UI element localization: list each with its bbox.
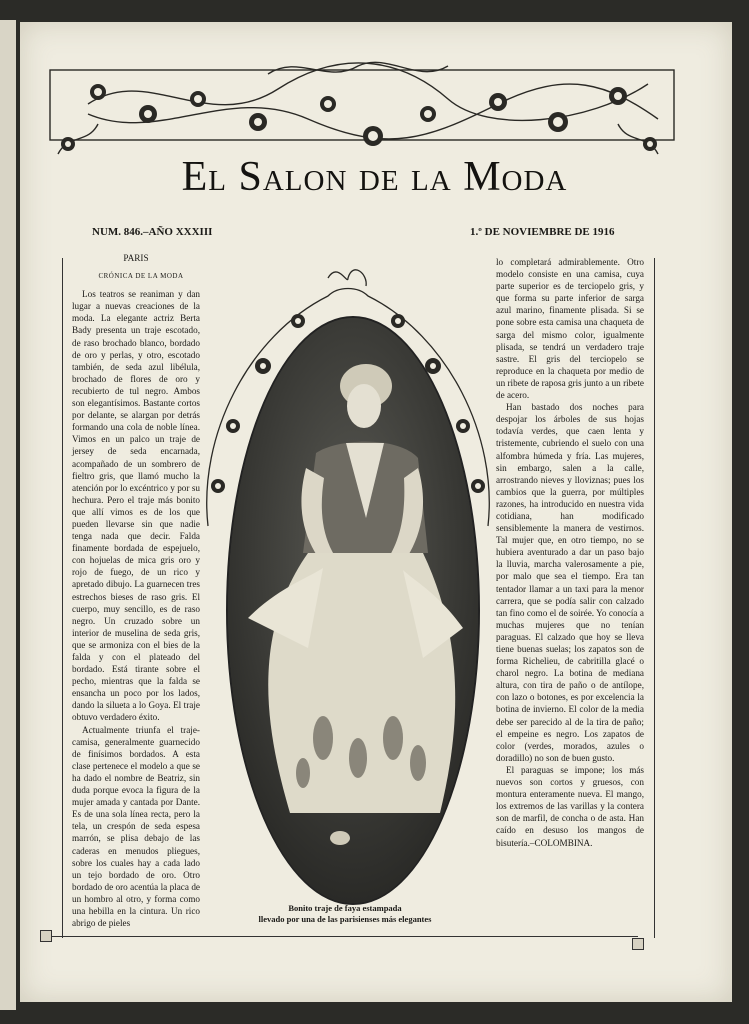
paragraph: Actualmente triunfa el traje-camisa, generalmente guarnecido de finísimos bordados. A esta clase pertenece el modelo a que se ha dado el nombre de Beatriz, sin duda porque evoca la figura de la mujer amada y cantada por Dante. Es de una sola línea recta, pero la tela, un crespón de seda espesa marrón, se plisa debajo de las caderas en menudos pliegues, sobre los cuales hay a cada lado un tejo bordado de oro. Otro bordado de oro acentúa la placa de un hombro al otro, y forma como una hebilla en la cintura. Un rico abrigo de pieles — [72, 724, 200, 929]
masthead-title: El Salon de la Moda — [181, 154, 568, 200]
photo-caption — [230, 903, 460, 925]
frame-corner-left — [40, 930, 52, 942]
frame-corner-right — [632, 938, 644, 950]
section-subheading: CRÓNICA DE LA MODA — [98, 272, 184, 281]
issue-date: 1.º DE NOVIEMBRE DE 1916 — [470, 226, 615, 238]
fashion-photograph — [226, 316, 480, 905]
paragraph: Han bastado dos noches para despojar los árboles de sus hojas todavía verdes, que caen lenta y tristemente, cubriendo el suelo con una alfombra húmeda y fría. Las mujeres, sin embargo, salen a la calle, arrostrando nieves y lloviznas; pues los cambios que la guerra, por múltiples razones, ha introducido en nuestra vida cotidiana, han modificado sensiblemente la manera de vestirnos. Tal mujer que, en otro tiempo, no se hubiera aventurado a dar un paso bajo la lluvia, marcha valerosamente a pie, por malo que sea el tiempo. Era tan tentador llamar a un taxi para la menor carrera, que se podía salir con calzado tan fino como el de soirée. Yo conocía a muchas mujeres que no tenían paraguas. El calzado que hoy se lleva tiene buenas suelas; los zapatos son de forma Richelieu, de cabritilla glacé o charol negro. La botina de mediana altura, con tira de paño o de antílope, con lazo o botones, es por excelencia la botina de invierno. El color de la media debe ser parecido al de la tira de paño; el empeine es negro. Los zapatos de color (verdes, morados, azules o doradillo) no son de buen gusto. — [496, 402, 644, 763]
left-column — [72, 252, 200, 929]
woman-in-dress-illustration — [228, 318, 478, 903]
section-heading: PARIS — [123, 253, 149, 263]
frame-left-rule — [62, 258, 63, 938]
right-column — [496, 256, 644, 849]
frame-bottom-rule — [46, 936, 638, 937]
floral-ornament — [28, 44, 688, 164]
paragraph: Los teatros se reaniman y dan lugar a nuevas creaciones de la moda. La elegante actriz Berta Bady presenta un traje escotado, de raso brochado blanco, bordado de oro y perlas, y otro, escotado también, de seda azul libélula, brochado de flores de oro y recubierto de tul negro. Ambos son elegantísimos. Bastante cortos por delante, se alargan por detrás formando una cola de noble línea. Vimos en un palco un traje de jersey de seda encarnada, acompañado de un sombrero de fieltro gris, que llamó mucho la atención por lo excéntrico y por su hechura. Pero el traje más bonito que allí vimos es de los que pueden llevarse sin que nadie tenga nada que decir. Falda finamente bordada de espejuelo, con hojuelas de mica gris oro y rojo de fuego, de un rico y apretado dibujo. La guarnecen tres estrechos bieses de raso gris. El cuerpo, muy sencillo, es de raso negro. Un cruzado sobre un interior de muselina de seda gris, que se armoniza con el bies de la falda y con el plateado del bordado. Está tirante sobre el pecho, mientras que la falda se ensancha un poco por los lados, dando la silueta a lo Goya. El traje obtuvo verdadero éxito. — [72, 289, 200, 723]
caption-line-1: Bonito traje de faya estampada — [288, 903, 402, 913]
frame-right-rule — [654, 258, 655, 938]
paragraph: lo completará admirablemente. Otro modelo consiste en una camisa, cuya parte superior es de terciopelo gris, y que forma su parte inferior de sarga azul marino, finamente plisada. Si se pone sobre esta camisa una chaqueta de sarga del mismo color, igualmente plisada, se tendrá un verdadero traje sastre. El gris del terciopelo se reproduce en la chaqueta por medio de un ribete de raposa gris junto a un ribete de acero. — [496, 257, 644, 401]
issue-number: NUM. 846.–AÑO XXXIII — [92, 226, 213, 238]
caption-line-2: llevado por una de las parisienses más elegantes — [258, 914, 432, 924]
paragraph: El paraguas se impone; los más nuevos son cortos y gruesos, con montura enteramente nueva. El mango, los extremos de las varillas y la contera son de marfil, de concha o de asta. Han caído en desuso los mangos de bisutería.–COLOMBINA. — [496, 764, 644, 848]
